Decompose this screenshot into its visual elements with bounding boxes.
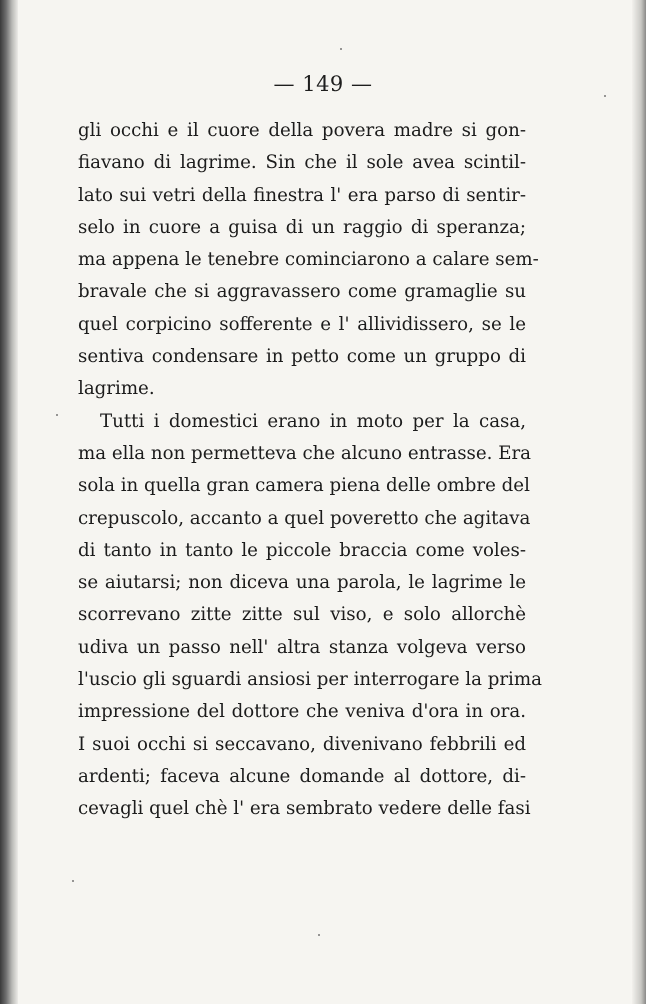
text-line: udiva un passo nell' altra stanza volgeva verso xyxy=(78,636,526,658)
text-line: scorrevano zitte zitte sul viso, e solo allorchè xyxy=(78,604,526,626)
text-line: impressione del dottore che veniva d'ora in ora. xyxy=(78,701,526,723)
paper-speck xyxy=(604,95,606,97)
text-line: se aiutarsi; non diceva una parola, le lagrime le xyxy=(78,572,526,594)
text-line: lato sui vetri della finestra l' era parso di sentir- xyxy=(78,184,526,206)
text-line: gli occhi e il cuore della povera madre si gon- xyxy=(78,120,526,141)
text-line: selo in cuore a guisa di un raggio di speranza; xyxy=(78,216,526,238)
paper-speck xyxy=(72,880,74,882)
paragraph xyxy=(78,406,542,826)
paper-speck xyxy=(340,48,342,50)
text-line: quel corpicino sofferente e l' allividissero, se le xyxy=(78,313,526,335)
text-line: di tanto in tanto le piccole braccia come voles- xyxy=(78,539,526,561)
text-line: cevagli quel chè l' era sembrato vedere delle fasi xyxy=(78,798,531,820)
text-line: lagrime. xyxy=(78,378,155,400)
text-line: ma appena le tenebre cominciarono a calare sem- xyxy=(78,249,539,271)
text-line: fiavano di lagrime. Sin che il sole avea scintil- xyxy=(78,152,526,174)
paper-speck xyxy=(318,934,320,936)
text-line: ardenti; faceva alcune domande al dottore, di- xyxy=(78,765,526,787)
text-line: l'uscio gli sguardi ansiosi per interrogare la prima xyxy=(78,669,542,691)
text-line: bravale che si aggravassero come gramaglie su xyxy=(78,281,526,303)
page-number: — 149 — xyxy=(273,72,373,96)
book-spine-shadow xyxy=(0,0,18,1004)
text-line: I suoi occhi si seccavano, divenivano febbrili ed xyxy=(78,733,526,755)
paper-speck xyxy=(56,414,58,416)
text-line: sola in quella gran camera piena delle ombre del xyxy=(78,475,530,497)
paragraph xyxy=(78,115,539,406)
page-edge-shadow xyxy=(632,0,646,1004)
text-line: crepuscolo, accanto a quel poveretto che agitava xyxy=(78,507,531,529)
text-line: ma ella non permetteva che alcuno entrasse. Era xyxy=(78,442,532,464)
text-line: Tutti i domestici erano in moto per la casa, xyxy=(100,410,526,432)
text-line: sentiva condensare in petto come un gruppo di xyxy=(78,346,526,368)
body-text xyxy=(78,115,542,826)
